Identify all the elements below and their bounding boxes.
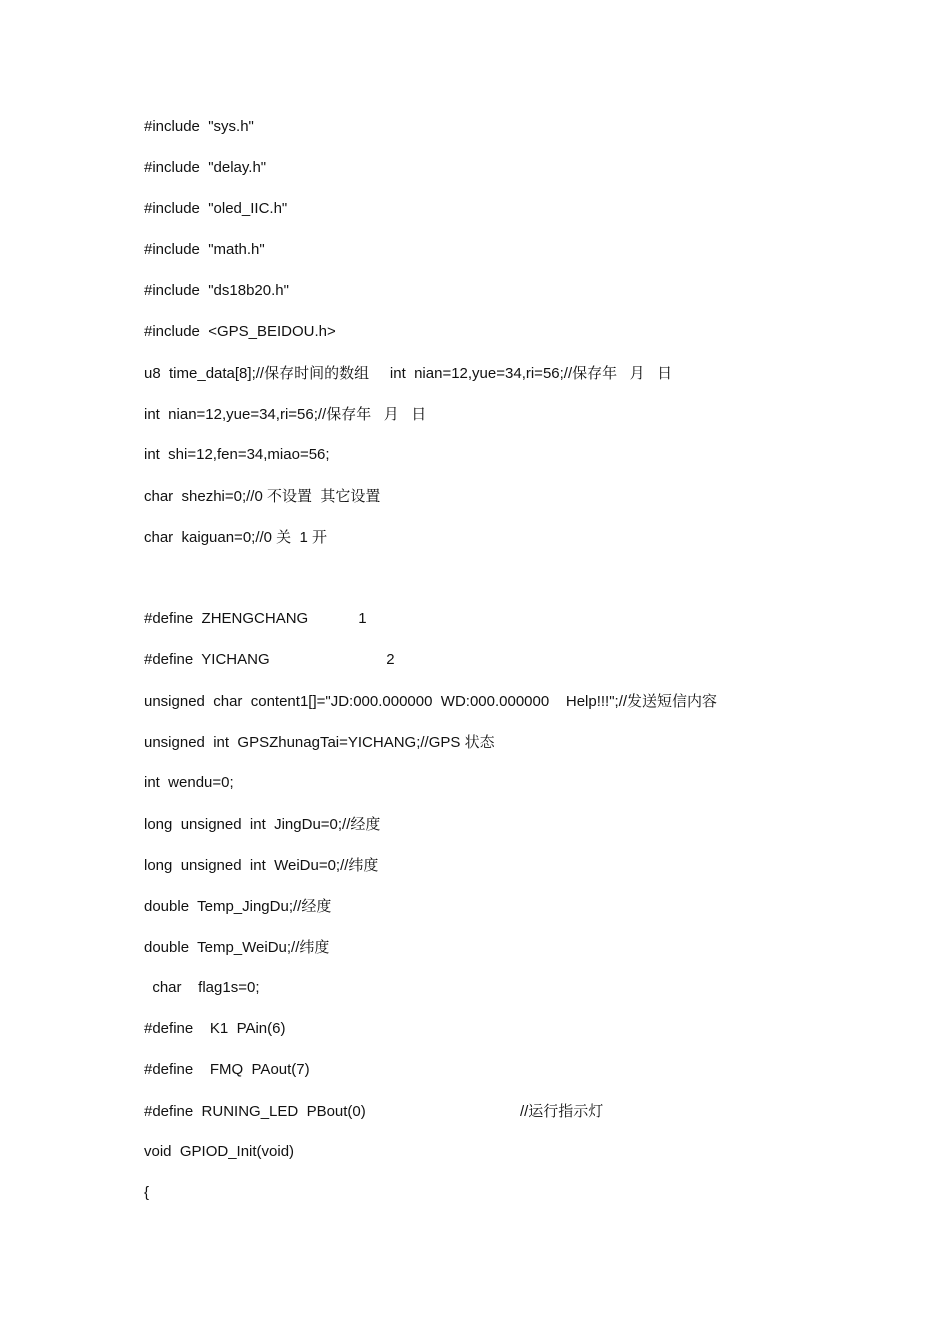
code-line-kaiguan: char kaiguan=0;//0 关 1 开: [144, 529, 328, 546]
code-line-define-runing-led: #define RUNING_LED PBout(0) //运行指示灯: [144, 1103, 604, 1120]
code-line-time-data: u8 time_data[8];//保存时间的数组 int nian=12,yue=34,ri=56;//保存年 月 日: [144, 365, 673, 382]
code-line-weidu: long unsigned int WeiDu=0;//纬度: [144, 857, 379, 874]
code-line-time-vars: int shi=12,fen=34,miao=56;: [144, 446, 330, 463]
code-line-gps-status: unsigned int GPSZhunagTai=YICHANG;//GPS 状态: [144, 734, 495, 751]
code-line-include-delay: #include "delay.h": [144, 159, 267, 176]
code-line-gpiod-init: void GPIOD_Init(void): [144, 1143, 295, 1160]
code-line-temp-jingdu: double Temp_JingDu;//经度: [144, 898, 332, 915]
code-line-shezhi: char shezhi=0;//0 不设置 其它设置: [144, 488, 381, 505]
code-line-define-k1: #define K1 PAin(6): [144, 1020, 286, 1037]
code-line-define-zhengchang: #define ZHENGCHANG 1: [144, 610, 367, 627]
code-line-include-gps: #include <GPS_BEIDOU.h>: [144, 323, 336, 340]
code-line-jingdu: long unsigned int JingDu=0;//经度: [144, 816, 381, 833]
code-line-content1: unsigned char content1[]="JD:000.000000 WD:000.000000 Help!!!";//发送短信内容: [144, 693, 718, 710]
code-line-date-vars: int nian=12,yue=34,ri=56;//保存年 月 日: [144, 406, 427, 423]
code-line-define-yichang: #define YICHANG 2: [144, 651, 395, 668]
code-line-temp-weidu: double Temp_WeiDu;//纬度: [144, 939, 330, 956]
code-line-include-oled: #include "oled_IIC.h": [144, 200, 288, 217]
code-line-include-sys: #include "sys.h": [144, 118, 254, 135]
code-line-include-math: #include "math.h": [144, 241, 265, 258]
code-line-define-fmq: #define FMQ PAout(7): [144, 1061, 310, 1078]
code-line-wendu: int wendu=0;: [144, 774, 234, 791]
code-line-open-brace: {: [144, 1184, 150, 1201]
code-line-flag1s: char flag1s=0;: [144, 979, 260, 996]
code-line-include-ds18b20: #include "ds18b20.h": [144, 282, 289, 299]
